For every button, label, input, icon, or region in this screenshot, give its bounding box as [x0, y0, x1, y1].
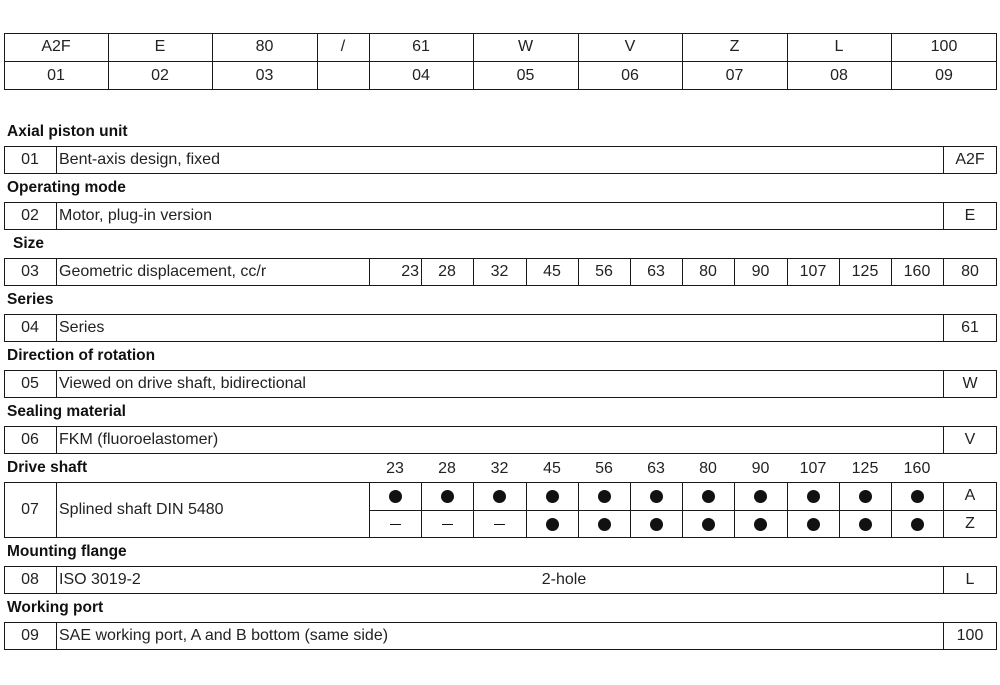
row-code: 100: [956, 627, 984, 644]
position-cell: 05: [516, 66, 535, 84]
row-code: W: [962, 375, 978, 392]
size-value: 56: [595, 263, 613, 280]
section-heading-size: Size: [13, 235, 45, 252]
row-code: V: [964, 431, 976, 448]
drive-size-label: 45: [543, 460, 561, 477]
position-cell: 07: [725, 66, 744, 84]
size-value: 63: [647, 263, 665, 280]
drive-size-label: 107: [799, 460, 827, 477]
code-cell-slash: /: [340, 38, 346, 55]
code-cell: 61: [412, 38, 430, 55]
row-number: 04: [21, 319, 39, 336]
availability-dot: [891, 510, 943, 538]
row-number: 06: [21, 431, 39, 448]
section-heading-operating-mode: Operating mode: [7, 179, 126, 196]
drive-size-label: 80: [699, 460, 717, 477]
position-cell-empty: [317, 61, 369, 90]
size-value: 28: [438, 263, 456, 280]
size-value: 23: [401, 263, 419, 280]
row-code: 61: [961, 319, 979, 336]
size-value: 107: [799, 263, 827, 280]
row-description: ISO 3019-2: [59, 571, 141, 588]
code-cell: 100: [930, 38, 958, 55]
unavailable-dash: [369, 510, 421, 538]
drive-size-label: 125: [851, 460, 879, 477]
section-heading-series: Series: [7, 291, 54, 308]
availability-dot: [734, 482, 787, 510]
availability-dot: [682, 510, 734, 538]
size-value: 80: [699, 263, 717, 280]
size-value: 32: [490, 263, 509, 280]
size-value: 45: [543, 263, 561, 280]
position-cell: 06: [621, 66, 639, 84]
row-code: A: [964, 487, 976, 504]
row-number: 09: [21, 627, 39, 644]
row-number: 01: [21, 151, 39, 168]
row-code: A2F: [955, 151, 985, 168]
availability-dot: [630, 482, 682, 510]
code-cell: 80: [255, 38, 274, 55]
code-cell: W: [517, 38, 534, 55]
availability-dot: [421, 482, 473, 510]
availability-dot: [734, 510, 787, 538]
row-code: 80: [961, 263, 979, 280]
code-cell: A2F: [41, 38, 71, 55]
drive-size-label: 56: [595, 460, 613, 477]
row-description: Geometric displacement, cc/r: [59, 263, 267, 280]
row-number: 02: [21, 207, 39, 224]
section-heading-sealing-material: Sealing material: [7, 403, 126, 420]
availability-dot: [682, 482, 734, 510]
row-number: 03: [21, 263, 39, 280]
availability-dot: [891, 482, 943, 510]
position-cell: 04: [412, 66, 430, 84]
row-description: Splined shaft DIN 5480: [59, 501, 224, 518]
row-number: 08: [21, 571, 39, 588]
position-cell: 09: [935, 66, 953, 84]
row-description: FKM (fluoroelastomer): [59, 431, 219, 448]
row-description: Bent-axis design, fixed: [59, 151, 220, 168]
code-cell: E: [154, 38, 166, 55]
section-heading-direction-of-rotation: Direction of rotation: [7, 347, 156, 364]
section-heading-axial-piston-unit: Axial piston unit: [7, 123, 128, 140]
row-number: 07: [21, 501, 39, 518]
availability-dot: [839, 482, 891, 510]
unavailable-dash: [473, 510, 526, 538]
availability-dot: [369, 482, 421, 510]
row-code: L: [965, 571, 975, 588]
section-heading-working-port: Working port: [7, 599, 104, 616]
position-cell: 02: [151, 66, 169, 84]
size-value: 125: [851, 263, 879, 280]
availability-dot: [473, 482, 526, 510]
code-cell: L: [834, 38, 844, 55]
availability-dot: [578, 482, 630, 510]
availability-dot: [526, 482, 578, 510]
row-number: 05: [21, 375, 39, 392]
size-value: 90: [751, 263, 770, 280]
row-note: 2-hole: [541, 571, 587, 588]
code-cell: V: [624, 38, 636, 55]
section-heading-mounting-flange: Mounting flange: [7, 543, 127, 560]
drive-size-label: 63: [647, 460, 665, 477]
availability-dot: [787, 482, 839, 510]
section-heading-drive-shaft: Drive shaft: [7, 459, 88, 476]
position-cell: 01: [47, 66, 65, 84]
row-description: SAE working port, A and B bottom (same side): [59, 627, 389, 644]
drive-size-label: 160: [903, 460, 931, 477]
drive-size-label: 90: [751, 460, 770, 477]
availability-dot: [839, 510, 891, 538]
drive-size-label: 23: [386, 460, 404, 477]
row-code: Z: [965, 515, 975, 532]
unavailable-dash: [421, 510, 473, 538]
row-description: Viewed on drive shaft, bidirectional: [59, 375, 306, 392]
position-cell: 03: [255, 66, 274, 84]
code-cell: Z: [729, 38, 740, 55]
availability-dot: [630, 510, 682, 538]
row-description: Series: [59, 319, 105, 336]
availability-dot: [578, 510, 630, 538]
availability-dot: [787, 510, 839, 538]
availability-dot: [526, 510, 578, 538]
row-description: Motor, plug-in version: [59, 207, 212, 224]
position-cell: 08: [830, 66, 848, 84]
drive-size-label: 32: [490, 460, 509, 477]
row-code: E: [964, 207, 976, 224]
drive-size-label: 28: [438, 460, 456, 477]
size-value: 160: [903, 263, 931, 280]
